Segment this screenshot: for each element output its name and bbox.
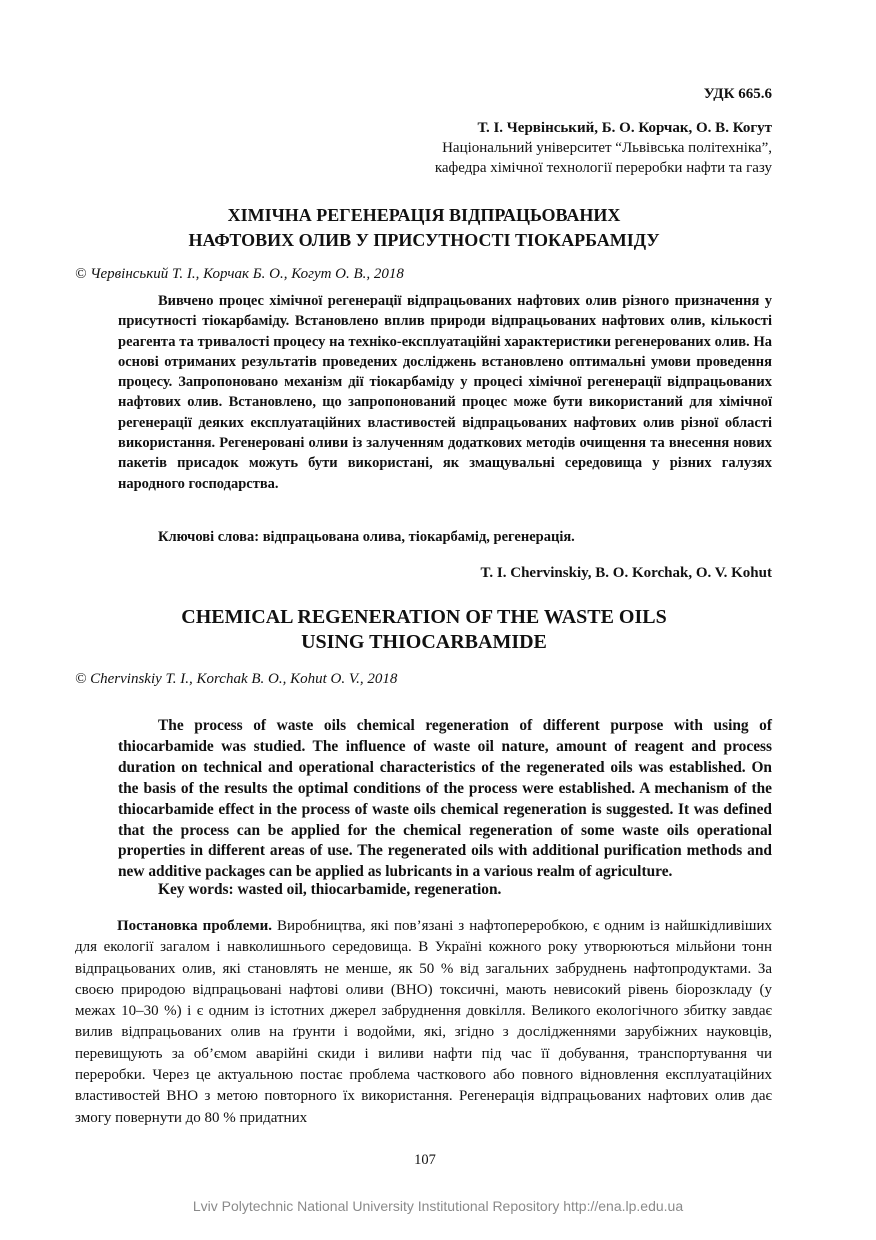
affiliation-line-2: кафедра хімічної технології переробки нафти та газу [434, 160, 772, 176]
title-english-line-1: CHEMICAL REGENERATION OF THE WASTE OILS [181, 606, 667, 628]
title-english-line-2: USING THIOCARBAMIDE [301, 631, 547, 653]
authors-ukrainian: Т. І. Червінський, Б. О. Корчак, О. В. Когут [477, 120, 772, 136]
affiliation-line-1: Національний університет “Львівська політехніка”, [442, 140, 772, 156]
title-ukrainian-line-2: НАФТОВИХ ОЛИВ У ПРИСУТНОСТІ ТІОКАРБАМІДУ [188, 230, 660, 250]
authors-english: T. I. Chervinskiy, B. O. Korchak, O. V. Kohut [480, 565, 772, 581]
section-heading-inline: Постановка проблеми. [117, 918, 272, 934]
body-text: Виробництва, які пов’язані з нафтопереробкою, є одним із найшкідливіших для екології загалом і навколишнього середовища. В Україні кожного року утворюються мільйони тонн відпрацьованих олив, які становлять не менше, як 50 % від загальних забруднень нафтопродуктами. За своєю природою відпрацьовані нафтові оливи (ВНО) токсичні, мають невисокий рівень біорозкладу (у межах 10–30 %) і є одним із істотних джерел забруднення довкілля. Великого екологічного збитку завдає вилив відпрацьованих олив на ґрунти і водойми, які, згідно з дослідженнями зарубіжних науковців, перевищують за об’ємом аварійні скиди і виливи нафти під час її добування, транспортування чи переробки. Через це актуальною постає проблема часткового або повного відновлення експлуатаційних властивостей ВНО з метою повторного їх використання. Регенерація відпрацьованих нафтових олив дає змогу повернути до 80 % придатних [75, 918, 772, 1126]
title-ukrainian [75, 203, 773, 253]
copyright-english: © Chervinskiy T. I., Korchak B. O., Kohut O. V., 2018 [75, 671, 398, 687]
copyright-ukrainian: © Червінський Т. І., Корчак Б. О., Когут О. В., 2018 [75, 266, 404, 282]
abstract-english: The process of waste oils chemical regeneration of different purpose with using of thiocarbamide was studied. The influence of waste oil nature, amount of reagent and process duration on technical and operational characteristics of the regenerated oils was established. On the basis of the results the optimal conditions of the process were established. A mechanism of the thiocarbamide effect in the process of waste oils chemical regeneration is suggested. It was defined that the process can be applied for the chemical regeneration of some waste oils operational properties in different areas of use. The regenerated oils with additional purification methods and new additive packages can be applied as lubricants in a various realm of agriculture. [118, 717, 772, 881]
keywords-ukrainian: Ключові слова: відпрацьована олива, тіокарбамід, регенерація. [158, 529, 575, 545]
title-ukrainian-line-1: ХІМІЧНА РЕГЕНЕРАЦІЯ ВІДПРАЦЬОВАНИХ [227, 205, 621, 225]
abstract-ukrainian: Вивчено процес хімічної регенерації відпрацьованих нафтових олив різного призначення у присутності тіокарбаміду. Встановлено вплив природи відпрацьованих нафтових олив, кількості реагента та тривалості процесу на техніко-експлуатаційні характеристики регенерованих олив. На основі отриманих результатів проведених досліджень встановлено оптимальні умови проведення процесу. Запропоновано механізм дії тіокарбаміду у процесі хімічної регенерації відпрацьованих нафтових олив. Встановлено, що запропонований процес може бути використаний для хімічної регенерації деяких експлуатаційних властивостей відпрацьованих нафтових олив різної області використання. Регенеровані оливи із залученням додаткових методів очищення та внесення нових пакетів присадок можуть бути використані, як змащувальні середовища у різних галузях народного господарства. [118, 293, 772, 492]
udc-code: УДК 665.6 [703, 86, 772, 102]
title-english [75, 605, 773, 655]
repository-footer: Lviv Polytechnic National University Institutional Repository http://ena.lp.edu.ua [192, 1198, 684, 1214]
body-paragraph [75, 916, 772, 1129]
page-number: 107 [414, 1152, 436, 1168]
keywords-english: Key words: wasted oil, thiocarbamide, regeneration. [158, 881, 502, 898]
